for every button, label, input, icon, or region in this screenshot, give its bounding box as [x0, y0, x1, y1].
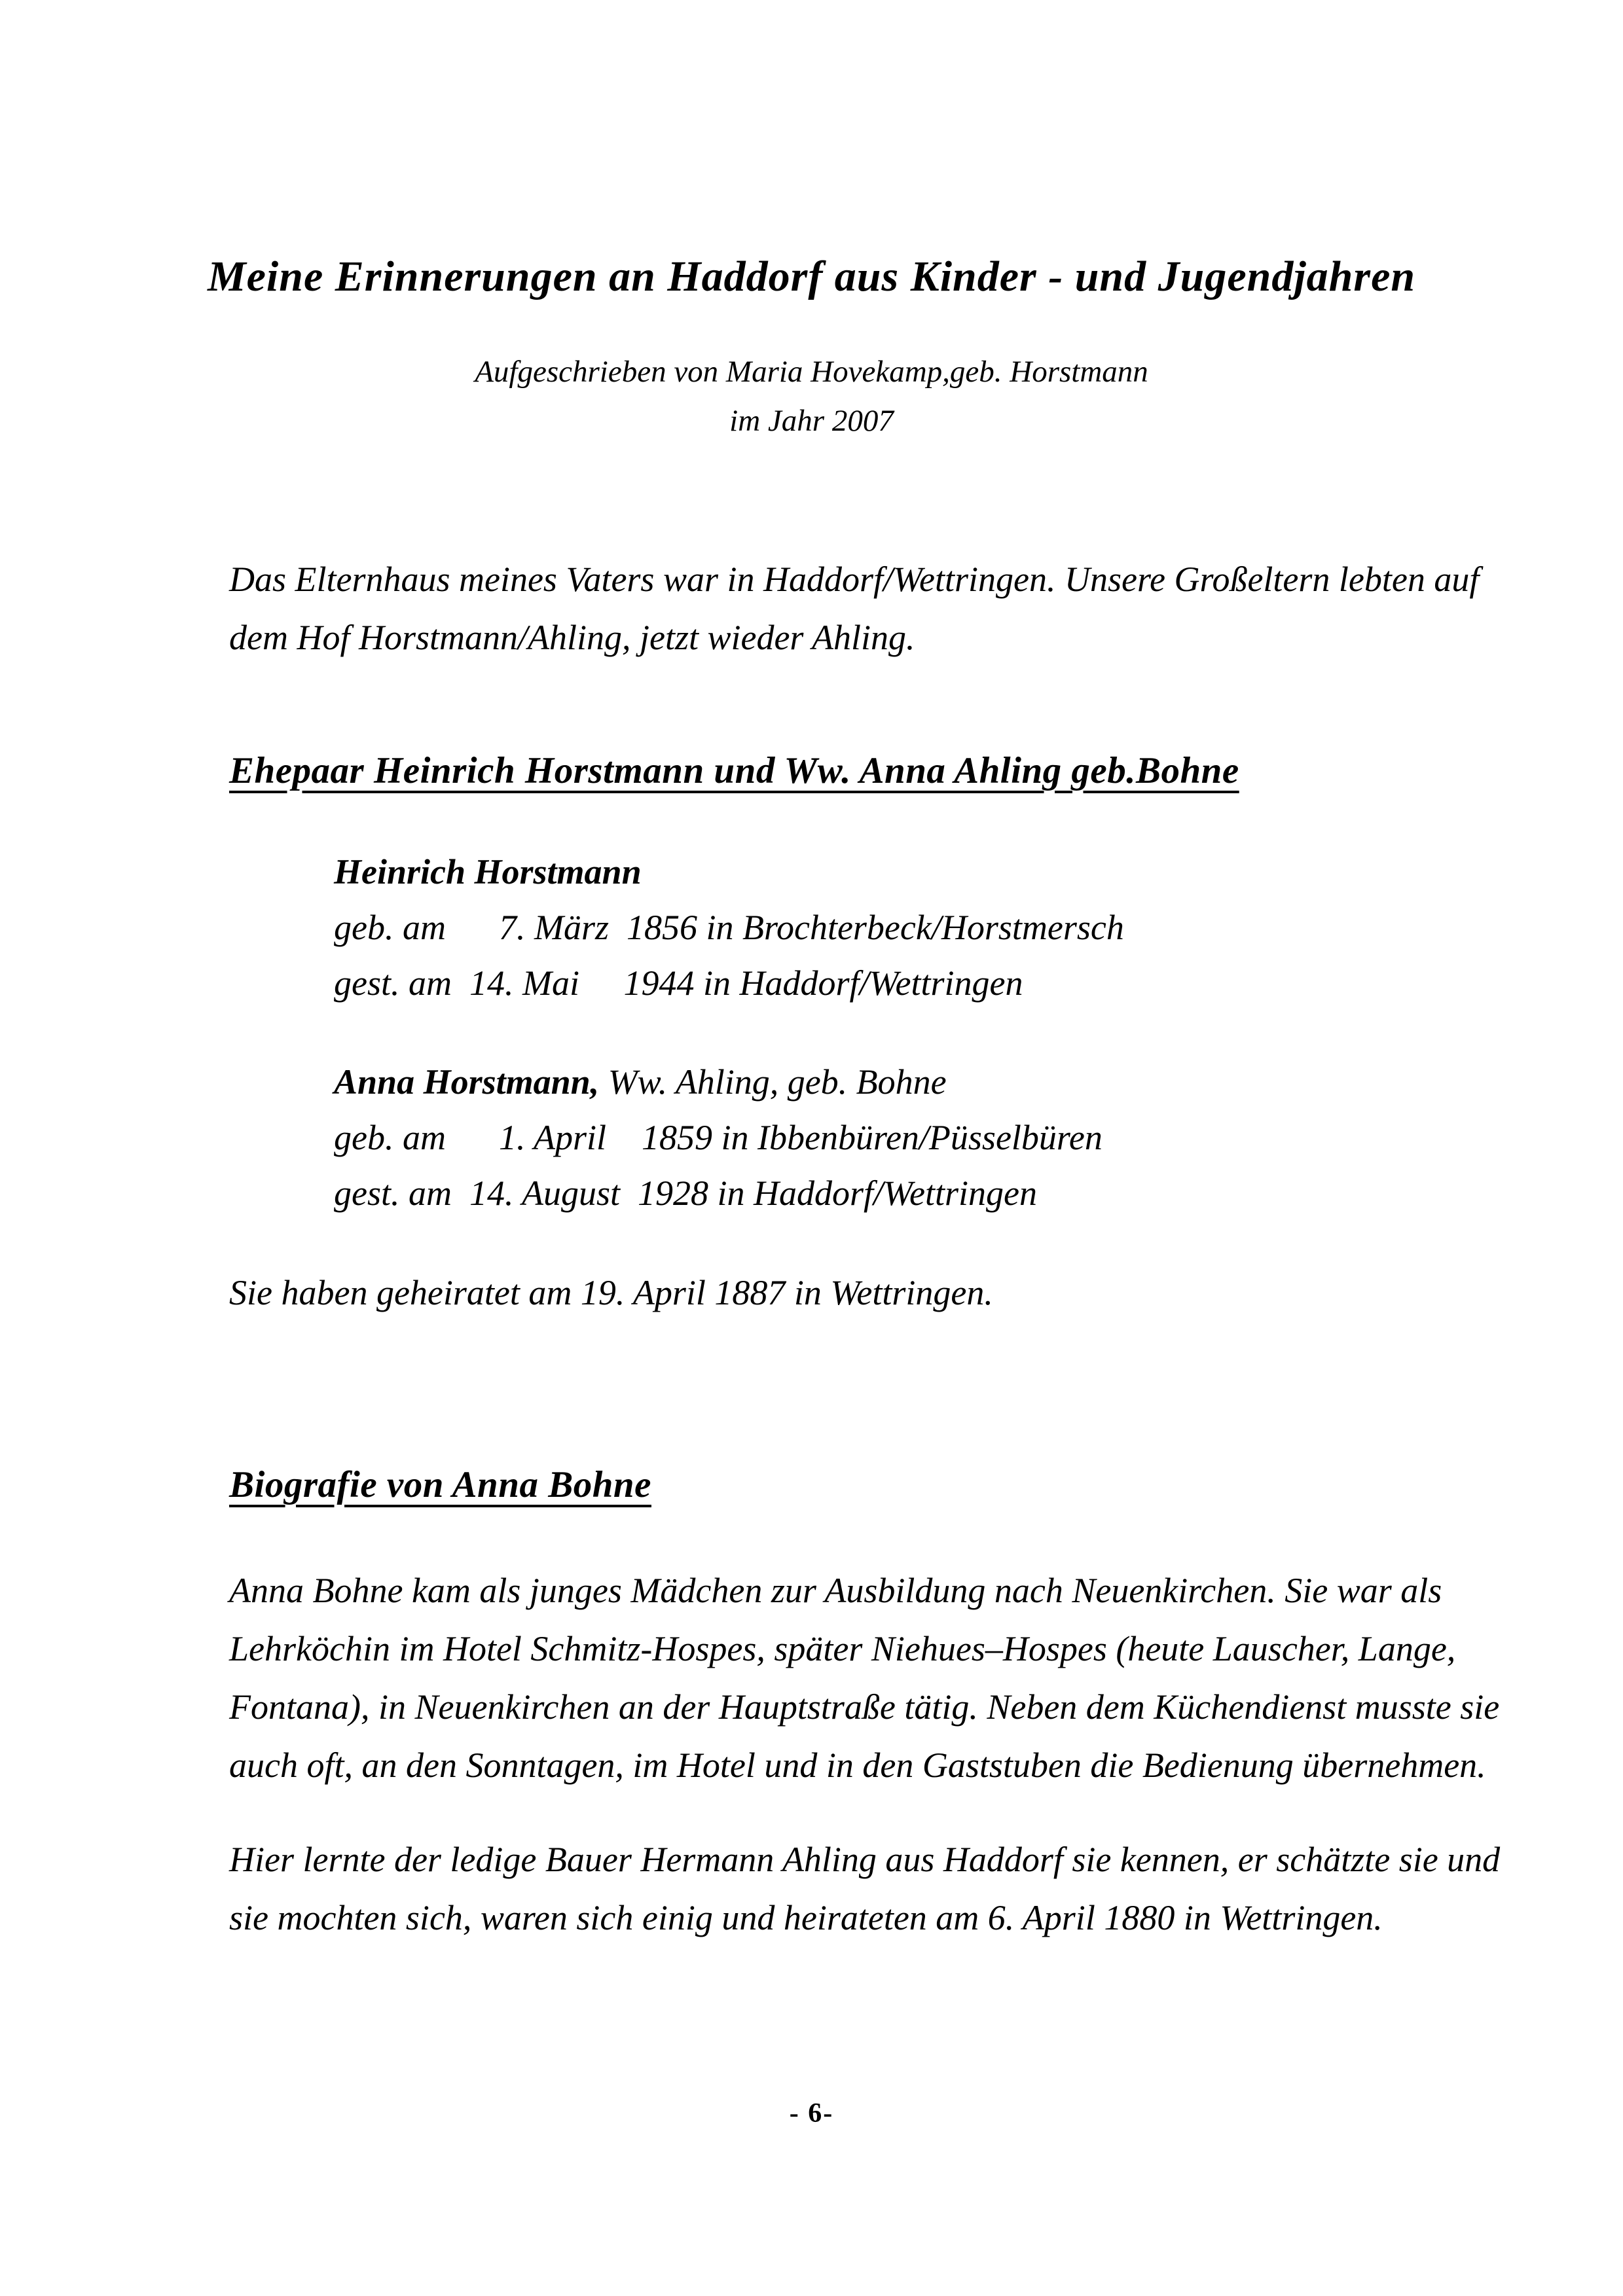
birth-line-heinrich: geb. am 7. März 1856 in Brochterbeck/Horstmersch	[334, 907, 1124, 947]
marriage-line: Sie haben geheiratet am 19. April 1887 in Wettringen.	[229, 1273, 993, 1313]
page-title: Meine Erinnerungen an Haddorf aus Kinder - und Jugendjahren	[207, 253, 1416, 300]
subtitle-line-1: Aufgeschrieben von Maria Hovekamp,geb. Horstmann	[475, 355, 1148, 389]
biography-paragraph-1: Anna Bohne kam als junges Mädchen zur Ausbildung nach Neuenkirchen. Sie war als Lehrköchin im Hotel Schmitz-Hospes, später Niehues–Hospes (heute Lauscher, Lange, Fontana), in Neuenkirchen an der Hauptstraße tätig. Neben dem Küchendienst musste sie auch oft, an den Sonntagen, im Hotel und in den Gaststuben die Bedienung übernehmen.	[229, 1570, 1500, 1785]
death-line-anna: gest. am 14. August 1928 in Haddorf/Wettringen	[334, 1174, 1038, 1213]
subtitle	[0, 348, 1623, 446]
section-heading-biografie: Biografie von Anna Bohne	[229, 1463, 651, 1505]
death-line-heinrich: gest. am 14. Mai 1944 in Haddorf/Wettringen	[334, 963, 1023, 1003]
person-name-anna: Anna Horstmann,	[334, 1062, 600, 1102]
person-name-anna-suffix: Ww. Ahling, geb. Bohne	[599, 1062, 947, 1102]
biography-paragraph-2: Hier lernte der ledige Bauer Hermann Ahling aus Haddorf sie kennen, er schätzte sie und sie mochten sich, waren sich einig und heirateten am 6. April 1880 in Wettringen.	[229, 1839, 1501, 1937]
person-name-heinrich: Heinrich Horstmann	[334, 852, 642, 891]
page-number: - 6-	[789, 2098, 834, 2128]
person-block-anna	[229, 1054, 1518, 1222]
section-heading-ehepaar: Ehepaar Heinrich Horstmann und Ww. Anna Ahling geb.Bohne	[229, 749, 1239, 791]
person-name-line-anna	[334, 1054, 1518, 1110]
subtitle-line-2: im Jahr 2007	[729, 404, 894, 439]
birth-line-anna: geb. am 1. April 1859 in Ibbenbüren/Püsselbüren	[334, 1117, 1103, 1157]
person-block-heinrich	[229, 844, 1518, 1012]
intro-paragraph: Das Elternhaus meines Vaters war in Haddorf/Wettringen. Unsere Großeltern lebten auf dem Hof Horstmann/Ahling, jetzt wieder Ahling.	[229, 560, 1480, 658]
